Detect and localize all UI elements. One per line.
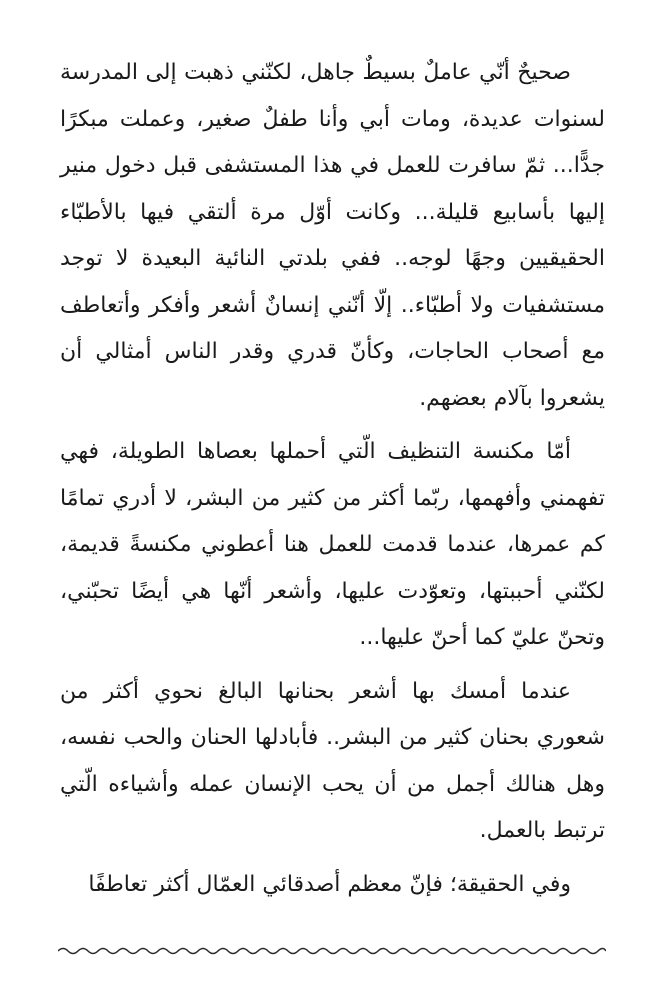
paragraph-3: عندما أمسك بها أشعر بحنانها البالغ نحوي أكثر من شعوري بحنان كثير من البشر.. فأبادلها الحنان والحب نفسه، وهل هنالك أجمل من أن يحب الإنسان عمله وأشياءه الّتي ترتبط بالعمل. bbox=[60, 678, 605, 843]
paragraph-4: وفي الحقيقة؛ فإنّ معظم أصدقائي العمّال أكثر تعاطفًا bbox=[88, 871, 571, 897]
paragraph-1: صحيحٌ أنّي عاملٌ بسيطٌ جاهل، لكنّني ذهبت إلى المدرسة لسنوات عديدة، ومات أبي وأنا طفلٌ صغير، وعملت مبكرًا جدًّا... ثمّ سافرت للعمل في هذا المستشفى قبل دخول منير إليها بأسابيع قليلة... وكانت أوّل مرة ألتقي فيها بالأطبّاء الحقيقيين وجهًا لوجه.. ففي بلدتي النائية البعيدة لا توجد مستشفيات ولا أطبّاء.. إلّا أنّني إنسانٌ أشعر وأفكر وأتعاطف مع أصحاب الحاجات، وكأنّ قدري وقدر الناس أمثالي أن يشعروا بآلام بعضهم. bbox=[60, 60, 605, 411]
wavy-divider bbox=[58, 944, 606, 958]
book-page bbox=[60, 50, 605, 915]
paragraph-2: أمّا مكنسة التنظيف الّتي أحملها بعصاها الطويلة، فهي تفهمني وأفهمها، ربّما أكثر من كثير من البشر، لا أدري تمامًا كم عمرها، عندما قدمت للعمل هنا أعطوني مكنسةً قديمة، لكنّني أحببتها، وتعوّدت عليها، وأشعر أنّها هي أيضًا تحبّني، وتحنّ عليّ كما أحنّ عليها... bbox=[60, 439, 605, 650]
